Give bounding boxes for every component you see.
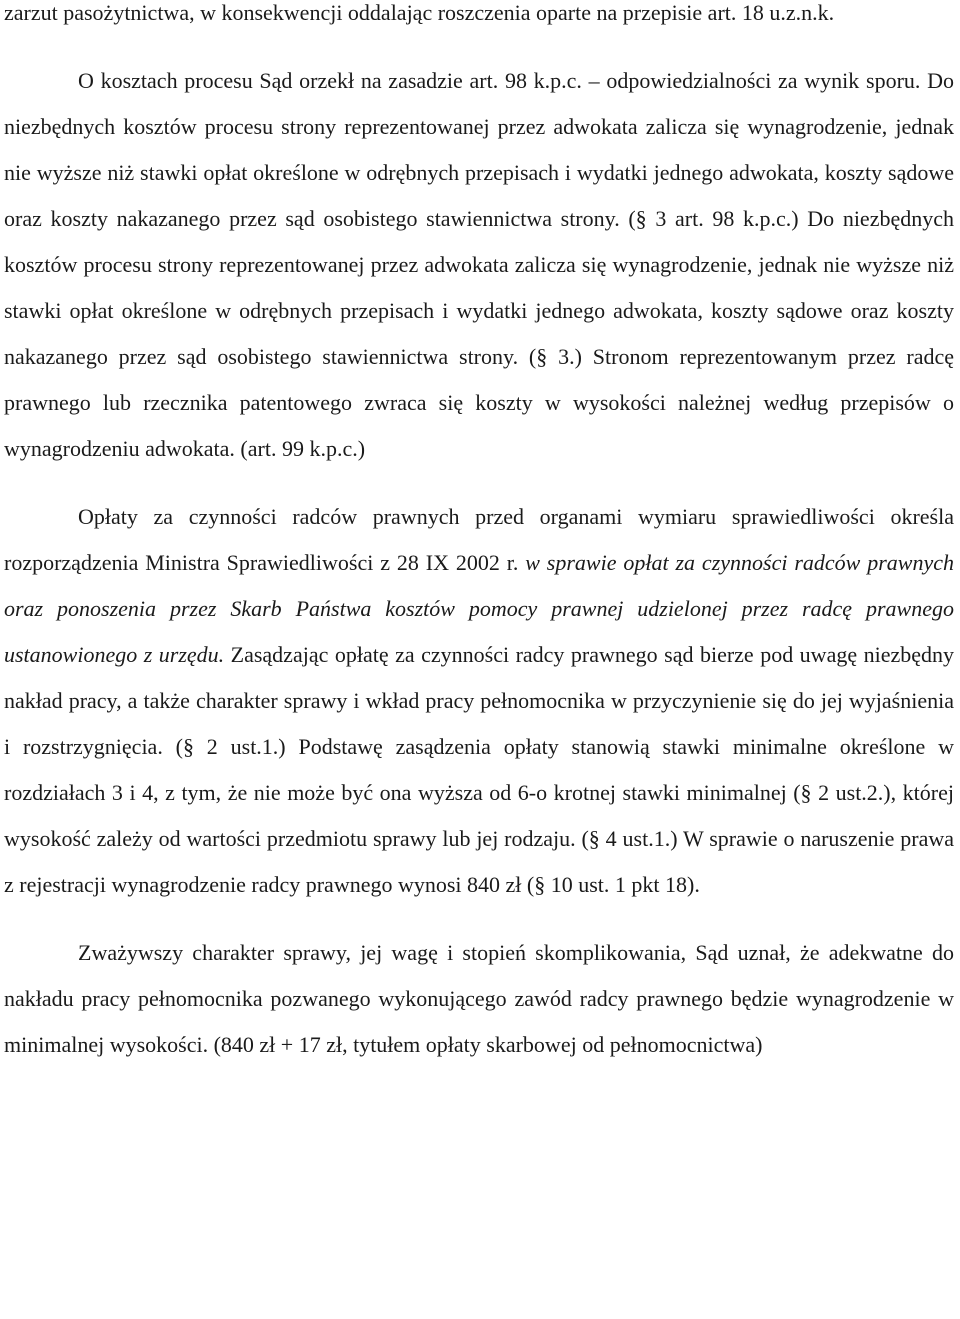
fees-text-after: Zasądzając opłatę za czynności radcy prawnego sąd bierze pod uwagę niezbędny nakład pracy, a także charakter sprawy i wkład pracy pełnomocnika w przyczynienie się do jej wyjaśnienia i rozstrzygnięcia. (§ 2 ust.1.) Podstawę zasądzenia opłaty stanowią stawki minimalne określone w rozdziałach 3 i 4, z tym, że nie może być ona wyższa od 6-o krotnej stawki minimalnej (§ 2 ust.2.), której wysokość zależy od wartości przedmiotu sprawy lub jej rodzaju. (§ 4 ust.1.) W sprawie o naruszenie prawa z rejestracji wynagrodzenie radcy prawnego wynosi 840 zł (§ 10 ust. 1 pkt 18). xyxy=(4,642,954,897)
paragraph-legal-adviser-fees xyxy=(4,494,954,908)
paragraph-gap xyxy=(4,472,954,494)
paragraph-gap xyxy=(4,908,954,930)
paragraph-continuation: zarzut pasożytnictwa, w konsekwencji oddalając roszczenia oparte na przepisie art. 18 u.z.n.k. xyxy=(4,0,835,25)
fees-text-before: Opłaty za czynności radców prawnych przed organami wymiaru sprawiedliwości określa rozporządzenia Ministra Sprawiedliwości z 28 IX 2002 r. xyxy=(4,504,954,575)
paragraph-costs-of-proceedings: O kosztach procesu Sąd orzekł na zasadzie art. 98 k.p.c. – odpowiedzialności za wynik sporu. Do niezbędnych kosztów procesu strony reprezentowanej przez adwokata zalicza się wynagrodzenie, jednak nie wyższe niż stawki opłat określone w odrębnych przepisach i wydatki jednego adwokata, koszty sądowe oraz koszty nakazanego przez sąd osobistego stawiennictwa strony. (§ 3 art. 98 k.p.c.) Do niezbędnych kosztów procesu strony reprezentowanej przez adwokata zalicza się wynagrodzenie, jednak nie wyższe niż stawki opłat określone w odrębnych przepisach i wydatki jednego adwokata, koszty sądowe oraz koszty nakazanego przez sąd osobistego stawiennictwa strony. (§ 3.) Stronom reprezentowanym przez radcę prawnego lub rzecznika patentowego zwraca się koszty w wysokości należnej według przepisów o wynagrodzeniu adwokata. (art. 99 k.p.c.) xyxy=(4,68,954,461)
paragraph-gap xyxy=(4,36,954,58)
paragraph-conclusion: Zważywszy charakter sprawy, jej wagę i stopień skomplikowania, Sąd uznał, że adekwatne do nakładu pracy pełnomocnika pozwanego wykonującego zawód radcy prawnego będzie wynagrodzenie w minimalnej wysokości. (840 zł + 17 zł, tytułem opłaty skarbowej od pełnomocnictwa) xyxy=(4,940,954,1057)
regulation-title-italic: w sprawie opłat za czynności radców prawnych oraz ponoszenia przez Skarb Państwa kosztów pomocy prawnej udzielonej przez radcę prawnego ustanowionego z urzędu. xyxy=(4,550,955,667)
